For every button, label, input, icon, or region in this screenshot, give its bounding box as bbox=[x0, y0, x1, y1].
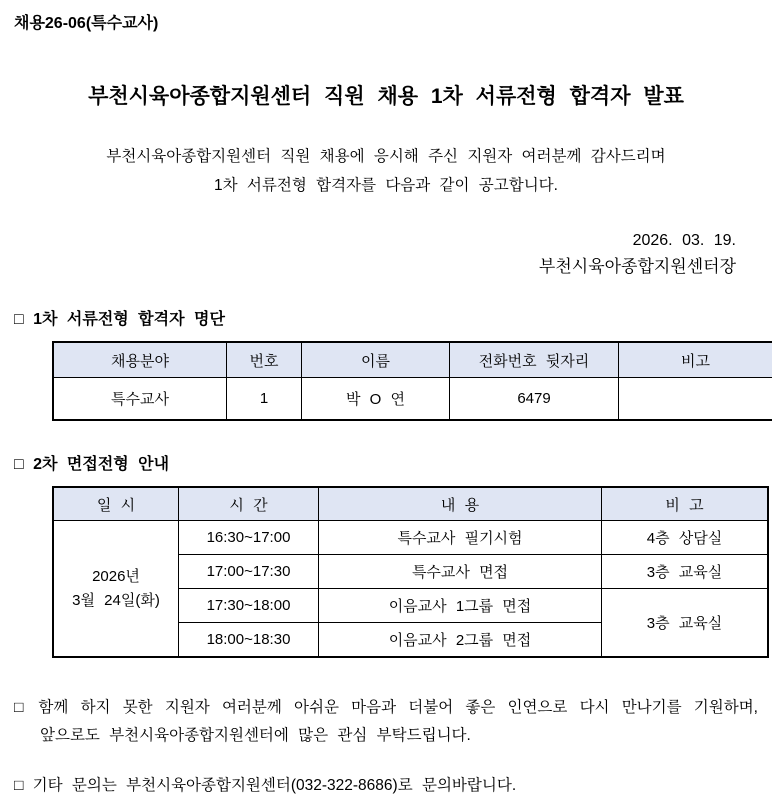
cell-time: 17:30~18:00 bbox=[179, 589, 319, 623]
column-header-time: 시 간 bbox=[179, 487, 319, 521]
column-header-content: 내 용 bbox=[319, 487, 602, 521]
intro-line-1: 부천시육아종합지원센터 직원 채용에 응시해 주신 지원자 여러분께 감사드리며 bbox=[106, 148, 666, 165]
section1-heading: □ 1차 서류전형 합격자 명단 bbox=[14, 311, 225, 328]
signer-title: 부천시육아종합지원센터장 bbox=[538, 257, 736, 276]
document-title: 부천시육아종합지원센터 직원 채용 1차 서류전형 합격자 발표 bbox=[88, 85, 684, 108]
column-header-number: 번호 bbox=[227, 342, 302, 378]
cell-time: 17:00~17:30 bbox=[179, 555, 319, 589]
column-header-name: 이름 bbox=[302, 342, 450, 378]
cell-content: 특수교사 필기시험 bbox=[319, 521, 602, 555]
pass-list-row bbox=[53, 378, 772, 421]
cell-field: 특수교사 bbox=[53, 378, 227, 421]
schedule-header-row bbox=[53, 487, 768, 521]
reference-number: 채용26-06(특수교사) bbox=[14, 15, 159, 32]
schedule-row-1 bbox=[53, 521, 768, 555]
pass-list-header-row bbox=[53, 342, 772, 378]
cell-note: 3층 교육실 bbox=[602, 555, 769, 589]
signature-block bbox=[0, 228, 772, 280]
pass-list-table bbox=[52, 341, 772, 421]
cell-phone-last: 6479 bbox=[450, 378, 619, 421]
interview-date-line-2: 3월 24일(화) bbox=[72, 591, 160, 609]
interview-date-line-1: 2026년 bbox=[92, 567, 140, 585]
cell-content: 특수교사 면접 bbox=[319, 555, 602, 589]
cell-note: 4층 상담실 bbox=[602, 521, 769, 555]
cell-content: 이음교사 2그룹 면접 bbox=[319, 623, 602, 658]
intro-line-2: 1차 서류전형 합격자를 다음과 같이 공고합니다. bbox=[214, 177, 558, 194]
cell-interview-date bbox=[53, 521, 179, 658]
intro-paragraph bbox=[0, 142, 772, 200]
column-header-field: 채용분야 bbox=[53, 342, 227, 378]
closing-note bbox=[14, 694, 758, 750]
cell-name: 박 O 연 bbox=[302, 378, 450, 421]
contact-note: □ 기타 문의는 부천시육아종합지원센터(032-322-8686)로 문의바랍니다. bbox=[14, 777, 517, 794]
interview-schedule-table bbox=[52, 486, 769, 658]
announcement-date: 2026. 03. 19. bbox=[632, 232, 736, 249]
closing-note-line-1: □ 함께 하지 못한 지원자 여러분께 아쉬운 마음과 더불어 좋은 인연으로 다시 만나기를 기원하며, bbox=[14, 699, 758, 716]
column-header-note: 비 고 bbox=[602, 487, 769, 521]
cell-note bbox=[619, 378, 772, 421]
column-header-note: 비고 bbox=[619, 342, 772, 378]
cell-time: 18:00~18:30 bbox=[179, 623, 319, 658]
closing-note-line-2: 앞으로도 부천시육아종합지원센터에 많은 관심 부탁드립니다. bbox=[40, 727, 471, 744]
cell-note-merged: 3층 교육실 bbox=[602, 589, 769, 658]
section2-heading: □ 2차 면접전형 안내 bbox=[14, 456, 170, 473]
column-header-phone: 전화번호 뒷자리 bbox=[450, 342, 619, 378]
cell-content: 이음교사 1그룹 면접 bbox=[319, 589, 602, 623]
cell-time: 16:30~17:00 bbox=[179, 521, 319, 555]
cell-number: 1 bbox=[227, 378, 302, 421]
column-header-date: 일 시 bbox=[53, 487, 179, 521]
